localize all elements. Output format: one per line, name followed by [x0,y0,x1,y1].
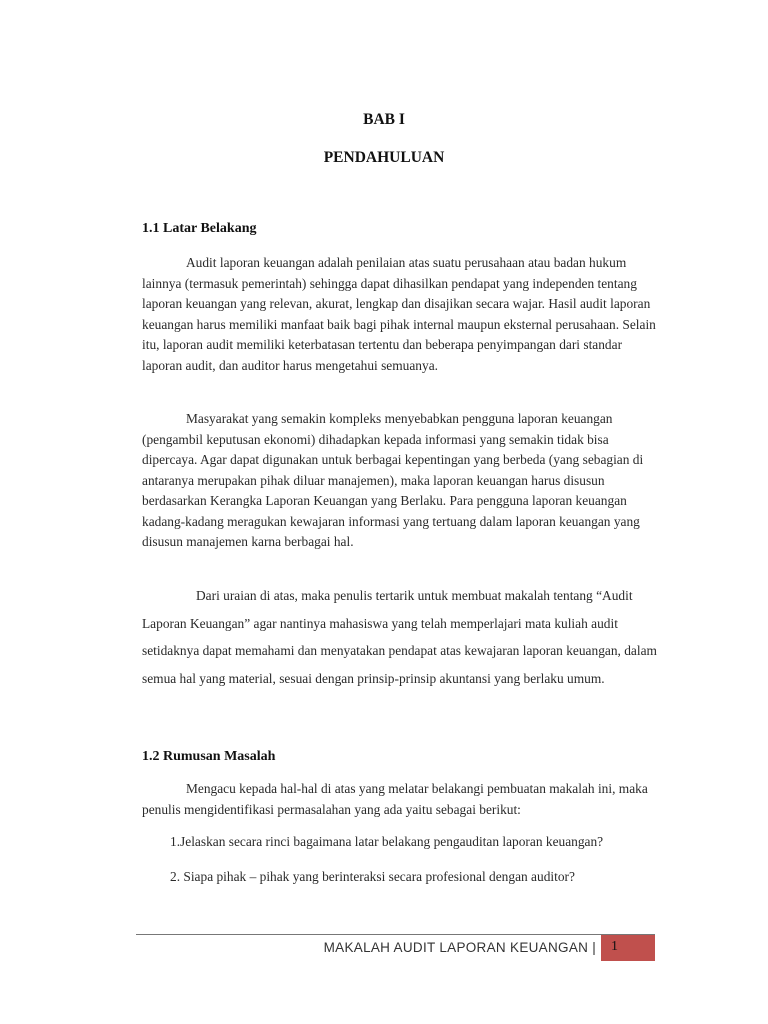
chapter-label: BAB I [363,111,405,128]
page-number-box [601,935,655,961]
footer-title [324,940,596,955]
paragraph-2: Masyarakat yang semakin kompleks menyebabkan pengguna laporan keuangan (pengambil keputusan ekonomi) dihadapkan kepada informasi yang semakin tidak bisa dipercaya. Agar dapat digunakan untuk berbagai kepentingan yang berbeda (yang sebagian di antaranya merupakan pihak diluar manajemen), maka laporan keuangan harus disusun berdasarkan Kerangka Laporan Keuangan yang Berlaku. Para pengguna laporan keuangan kadang-kadang meragukan kewajaran informasi yang tertuang dalam laporan keuangan yang disusun manajemen karna berbagai hal. [142,411,644,549]
footer-title-text: MAKALAH AUDIT LAPORAN KEUANGAN [323,940,589,955]
list-item: 2. Siapa pihak – pihak yang berinteraksi secara profesional dengan auditor? [170,869,575,884]
footer-separator: | [592,940,596,955]
section-heading-latar-belakang: 1.1 Latar Belakang [142,221,257,236]
page-number: 1 [611,939,618,954]
paragraph-1: Audit laporan keuangan adalah penilaian atas suatu perusahaan atau badan hukum lainnya (termasuk pemerintah) sehingga dapat dihasilkan pendapat yang independen tentang laporan keuangan yang relevan, akurat, lengkap dan disajikan secara wajar. Hasil audit laporan keuangan harus memiliki manfaat baik bagi pihak internal maupun eksternal perusahaan. Selain itu, laporan audit memiliki keterbatasan tertentu dan beberapa penyimpangan dari standar laporan audit, dan auditor harus mengetahui semuanya. [142,255,656,373]
footer-rule [136,934,655,935]
paragraph-3: Dari uraian di atas, maka penulis tertarik untuk membuat makalah tentang “Audit Laporan Keuangan” agar nantinya mahasiswa yang telah memperlajari mata kuliah audit setidaknya dapat memahami dan menyatakan pendapat atas kewajaran laporan keuangan, dalam semua hal yang material, sesuai dengan prinsip-prinsip akuntansi yang berlaku umum. [142,588,657,686]
list-item: 1.Jelaskan secara rinci bagaimana latar belakang pengauditan laporan keuangan? [170,834,604,849]
paragraph-intro: Mengacu kepada hal-hal di atas yang melatar belakangi pembuatan makalah ini, maka penulis mengidentifikasi permasalahan yang ada yaitu sebagai berikut: [142,781,648,817]
chapter-title: PENDAHULUAN [323,149,445,166]
section-heading-rumusan-masalah: 1.2 Rumusan Masalah [142,749,276,764]
